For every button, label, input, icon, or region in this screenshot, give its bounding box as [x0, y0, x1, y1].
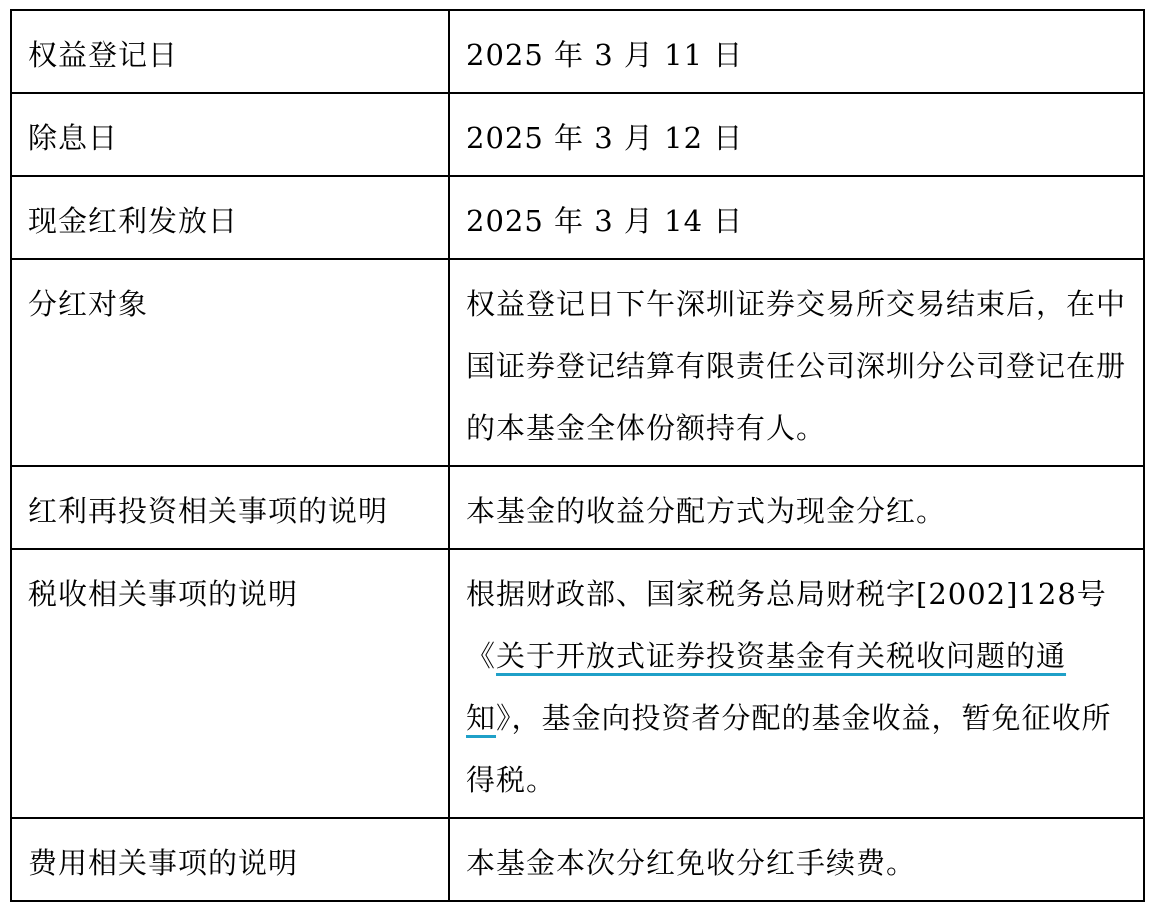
- row-value-cell: [449, 93, 1144, 176]
- table-row: [11, 466, 1144, 549]
- table-row: [11, 10, 1144, 93]
- row-value-cell: [449, 818, 1144, 901]
- row-value: 2025 年 3 月 11 日: [466, 38, 744, 72]
- row-label-cell: [11, 10, 449, 93]
- row-label: 红利再投资相关事项的说明: [28, 494, 389, 528]
- row-value: 权益登记日下午深圳证券交易所交易结束后，在中国证券登记结算有限责任公司深圳分公司登记在册的本基金全体份额持有人。: [466, 287, 1127, 445]
- table-row: [11, 259, 1144, 466]
- row-value: 本基金的收益分配方式为现金分红。: [466, 494, 947, 528]
- table-row: [11, 93, 1144, 176]
- row-label-cell: [11, 259, 449, 466]
- row-label: 除息日: [28, 121, 119, 155]
- row-label-cell: [11, 93, 449, 176]
- row-label-cell: [11, 818, 449, 901]
- row-label: 权益登记日: [28, 38, 179, 72]
- row-value-cell: [449, 10, 1144, 93]
- row-value: 本基金本次分红免收分红手续费。: [466, 846, 917, 880]
- row-label: 费用相关事项的说明: [28, 846, 299, 880]
- value-text-before-link: 根据财政部、国家税务总局财税字[2002]128号《: [466, 577, 1107, 673]
- row-value: [466, 550, 1129, 817]
- row-label-cell: [11, 549, 449, 818]
- table-row: [11, 176, 1144, 259]
- row-label-cell: [11, 176, 449, 259]
- row-label-cell: [11, 466, 449, 549]
- tax-notice-link[interactable]: 关于开放式证券投资基金有关税收问题的通知: [466, 639, 1067, 735]
- row-label: 税收相关事项的说明: [28, 577, 299, 611]
- row-value-cell: [449, 259, 1144, 466]
- row-value-cell: [449, 466, 1144, 549]
- row-label: 分红对象: [28, 287, 149, 321]
- value-text-after-link: 》，基金向投资者分配的基金收益，暂免征收所得税。: [466, 701, 1112, 797]
- row-value-cell: [449, 176, 1144, 259]
- dividend-info-table: [10, 9, 1145, 902]
- row-value: 2025 年 3 月 12 日: [466, 121, 744, 155]
- table-row: [11, 549, 1144, 818]
- table-row: [11, 818, 1144, 901]
- row-label: 现金红利发放日: [28, 204, 239, 238]
- row-value-cell: [449, 549, 1144, 818]
- row-value: 2025 年 3 月 14 日: [466, 204, 744, 238]
